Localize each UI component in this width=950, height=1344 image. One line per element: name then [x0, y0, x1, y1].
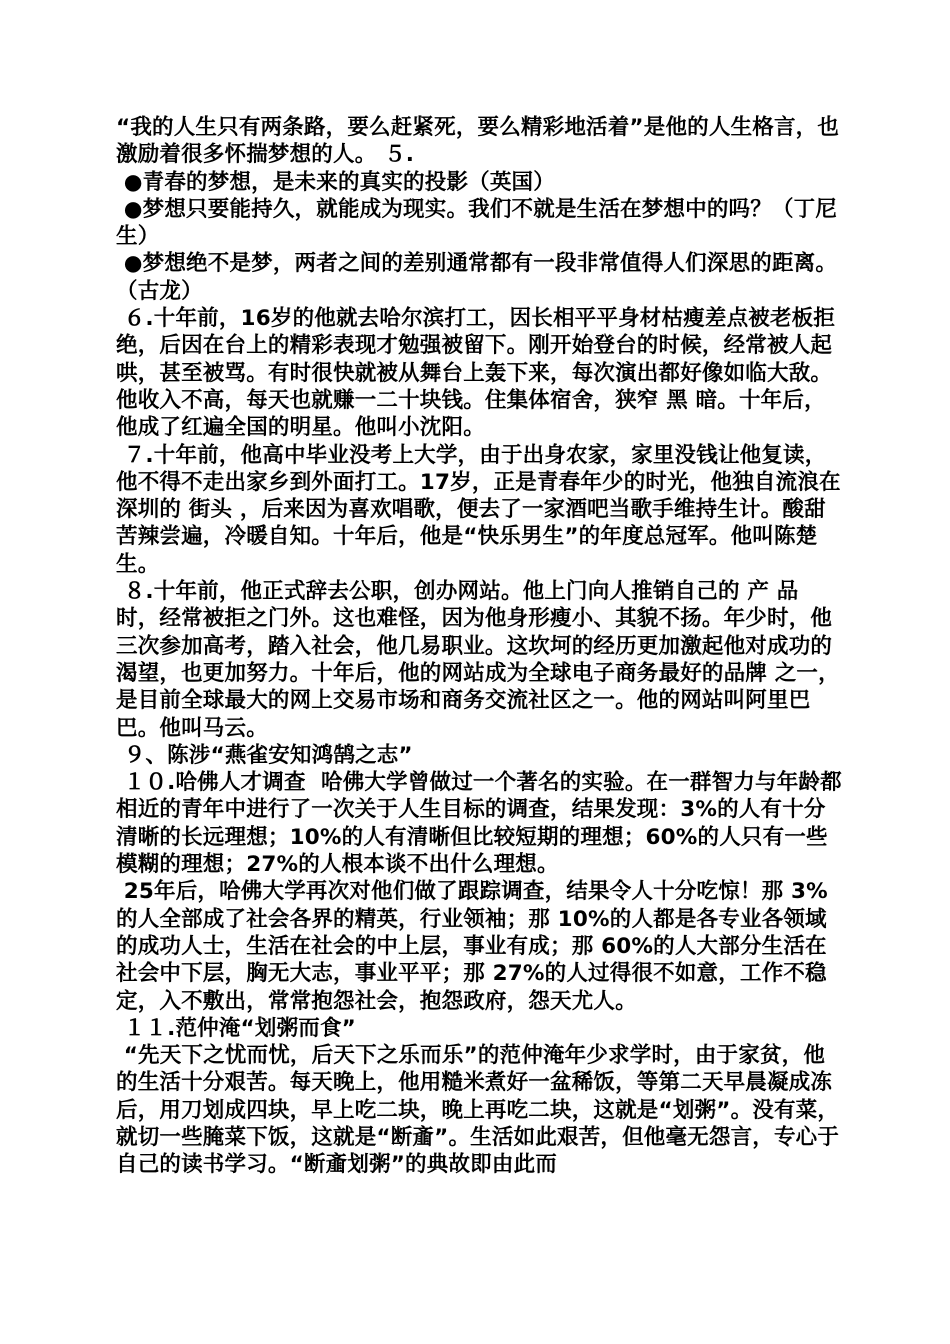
- paragraph-motto: “我的人生只有两条路，要么赶紧死，要么精彩地活着”是他的人生格言，也激励着很多怀揣梦想的人。 ５.: [116, 115, 840, 168]
- document-body: [116, 114, 846, 1179]
- paragraph-item-9: ９、陈涉“燕雀安知鸿鹄之志”: [116, 742, 413, 768]
- paragraph-item-6: ６.十年前，16岁的他就去哈尔滨打工，因长相平平身材枯瘦差点被老板拒绝，后因在台上的精彩表现才勉强被留下。刚开始登台的时候，经常被人起哄，甚至被骂。有时很快就被从舞台上轰下来，每次演出都好像如临大敌。他收入不高，每天也就赚一二十块钱。住集体宿舍，狭窄 黑 暗。十年后，他成了红遍全国的明星。他叫小沈阳。: [116, 306, 836, 441]
- paragraph-quote-england: ●青春的梦想，是未来的真实的投影（英国）: [116, 169, 555, 195]
- paragraph-item-10: １０.哈佛人才调查 哈佛大学曾做过一个著名的实验。在一群智力与年龄都相近的青年中进行了一次关于人生目标的调查，结果发现：3%的人有十分清晰的长远理想；10%的人有清晰但比较短期的理想；60%的人只有一些模糊的理想；27%的人根本谈不出什么理想。: [116, 770, 842, 878]
- paragraph-quote-tennyson: ●梦想只要能持久，就能成为现实。我们不就是生活在梦想中的吗？（丁尼生）: [116, 196, 838, 250]
- paragraph-item-7: ７.十年前，他高中毕业没考上大学，由于出身农家，家里没钱让他复读，他不得不走出家乡到外面打工。17岁，正是青春年少的时光，他独自流浪在深圳的 街头 ，后来因为喜欢唱歌，便去了一家酒吧当歌手维持生计。酸甜苦辣尝遍，冷暖自知。十年后，他是“快乐男生”的年度总冠军。他叫陈楚生。: [116, 442, 841, 577]
- paragraph-item-8: ８.十年前，他正式辞去公职，创办网站。他上门向人推销自己的 产 品 时，经常被拒之门外。这也难怪，因为他身形瘦小、其貌不扬。年少时，他三次参加高考，踏入社会，他几易职业。这坎坷的经历更加激起他对成功的渴望，也更加努力。十年后，他的网站成为全球电子商务最好的品牌 之一，是目前全球最大的网上交易市场和商务交流社区之一。他的网站叫阿里巴巴。他叫马云。: [116, 579, 840, 741]
- paragraph-item-10-followup: 25年后，哈佛大学再次对他们做了跟踪调查，结果令人十分吃惊！那 3%的人全部成了社会各界的精英，行业领袖；那 10%的人都是各专业各领域的成功人士，生活在社会的中上层，事业有成；那 60%的人大部分生活在社会中下层，胸无大志，事业平平；那 27%的人过得很不如意，工作不稳定，入不敷出，常常抱怨社会，抱怨政府，怨天尤人。: [116, 879, 828, 1014]
- paragraph-item-11-body: “先天下之忧而忧，后天下之乐而乐”的范仲淹年少求学时，由于家贫，他的生活十分艰苦。每天晚上，他用糙米煮好一盆稀饭，等第二天早晨凝成冻后，用刀划成四块，早上吃二块，晚上再吃二块，这就是“划粥”。没有菜，就切一些腌菜下饭，这就是“断齑”。生活如此艰苦，但他毫无怨言，专心于自己的读书学习。“断齑划粥”的典故即由此而: [116, 1043, 840, 1178]
- paragraph-item-11-title: １１.范仲淹“划粥而食”: [116, 1015, 357, 1041]
- paragraph-quote-gulong: ●梦想绝不是梦，两者之间的差别通常都有一段非常值得人们深思的距离。（古龙）: [116, 251, 838, 304]
